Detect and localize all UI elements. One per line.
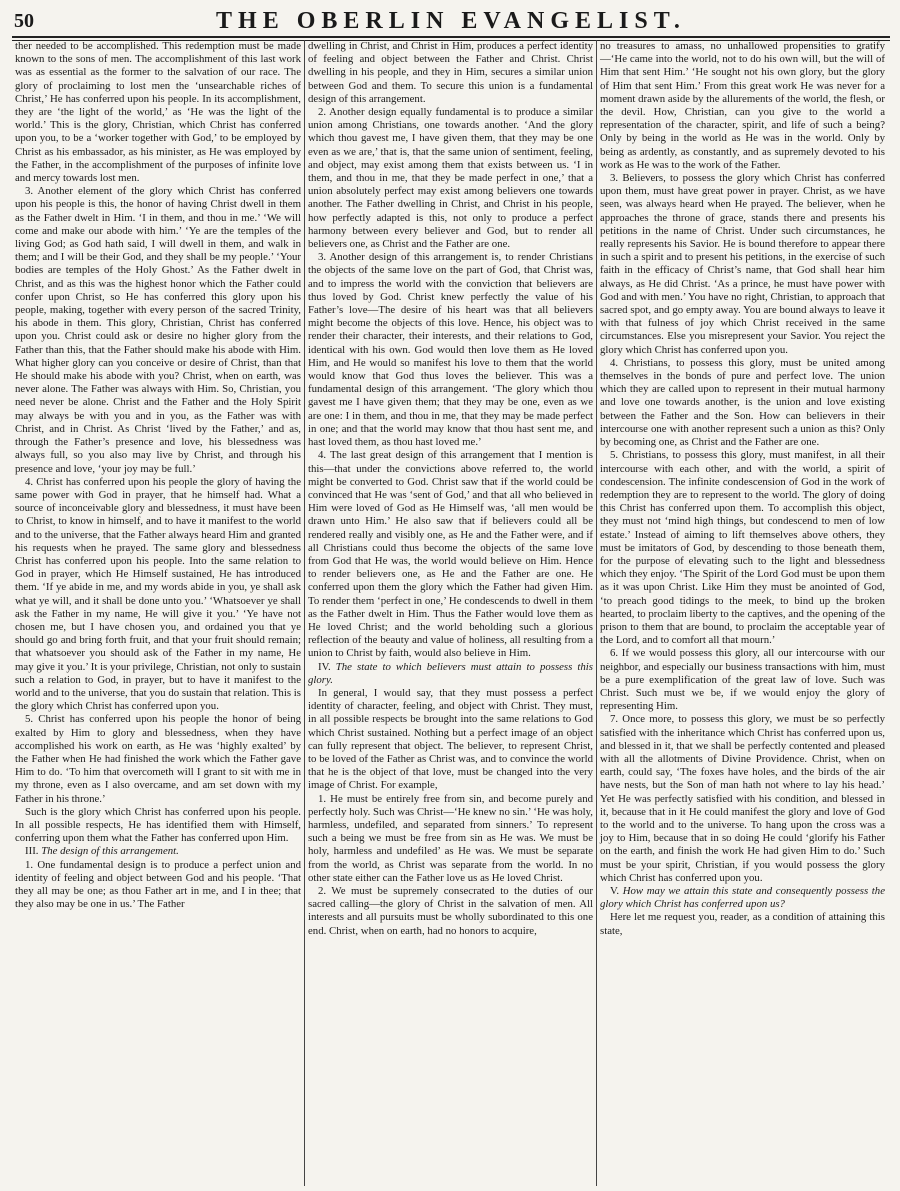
paragraph: 3. Another design of this arrangement is, to render Christians the objects of the same love on the part of God, that Christ was, and to impress the world with the conviction that believers are thus loved by God. Christ knew perfectly the value of his Father’s love—The desire of his heart was that all believers might become the objects of this love. Hence, his object was to render their character, their interests, and their relations to God, identical with his own. God would then love them as He loved Him, and He would so manifest his love to them that the world would know that God thus loves the believer. This was a fundamental design of this arrangement. ‘The glory which thou gavest me I have given them; that they may be one, even as we are one: I in them, and thou in me, that they may be made perfect in one; and that the world may know that thou hast sent me, and hast loved them, as thou hast loved me.’ (308, 251, 593, 449)
masthead (12, 6, 890, 38)
paragraph: 3. Another element of the glory which Christ has conferred upon his people is this, the honor of having Christ dwell in them as the Father dwelt in Him. ‘I in them, and thou in me.’ ‘We will come and make our abode with him.’ ‘Ye are the temples of the living God; as God hath said, I will dwell in them, and walk in them; and I will be their God, and they shall be my people.’ ‘Your bodies are temples of the Holy Ghost.’ As the Father dwelt in Christ, and as this was the highest honor which the Father could confer upon Christ, so He has conferred this glory upon his people, making, together with every person of the sacred Trinity, his abode in them. This glory, Christian, Christ has conferred upon you. Christ could ask or desire no higher glory from the Father than this, that the Father should make his abode with Him. What higher glory can you conceive or desire of Christ, than that He should make his abode with you? Christ, when on earth, was never alone. The Father was always with Him. So, Christian, you need never be alone. Christ and the Father and the Holy Spirit may always be with you and in you, as the Father was with Christ, and in Christ. As Christ ‘lived by the Father,’ and as, through the Father’s presence and love, his blessedness was always full, so you also may live by Christ, and through his presence and love, ‘your joy may be full.’ (15, 185, 301, 475)
paragraph: In general, I would say, that they must possess a perfect identity of character, feeling, and object with Christ. They must, in all possible respects be brought into the same relations to God which Christ sustained. Nothing but a perfect image of an object can fully represent that object. The believer, to represent Christ, to be loved of the Father as Christ was, and to convince the world that he is the object of that love, must be changed into the very image of Christ. For example, (308, 686, 593, 792)
paragraph: 5. Christ has conferred upon his people the honor of being exalted by Him to glory and blessedness, when they have accomplished his work on earth, as He was ‘highly exalted’ by the Father when He had finished the work which the Father gave Him to do. ‘To him that overcometh will I grant to sit with me in my throne, even as I also overcame, and am set down with my Father in his throne.’ (15, 713, 301, 805)
paragraph: 4. Christ has conferred upon his people the glory of having the same power with God in prayer, that he himself had. What a source of inconceivable glory and blessedness, it must have been to Christ, to know in himself, and to have it manifest to the world and to the universe, that the Father always heard Him and granted his requests when he prayed. The same glory and blessedness Christ has conferred upon his people. Into the same relation to God in prayer, which He Himself sustained, He has introduced them. ‘If ye abide in me, and my words abide in you, ye shall ask what ye will, and it shall be done unto you.’ ‘Whatsoever ye shall ask the Father in my name, He will give it you.’ ‘Ye have not chosen me, but I have chosen you, and ordained you that ye should go and bring forth fruit, and that your fruit should remain; that whatsoever you should ask of the Father in my name, He may give it you.’ It is your privilege, Christian, not only to sustain such a relation to God, in prayer, but to have it manifest to the world and to the universe, that you do sustain that relation. This is the glory which Christ has conferred upon you. (15, 475, 301, 713)
paragraph: 4. The last great design of this arrangement that I mention is this—that under the convictions above referred to, the world might be converted to God. Christ saw that if the world could be convinced that He was ‘sent of God,’ and that all who believed in Him were loved of God as He Himself was, ‘all men would be drawn unto Him.’ He also saw that if believers could all be rendered really and visibly one, as He and the Father were, and if all Christians could thus become the objects of the same love from God that He was, the world would believe on Him. Hence to render believers one, as He and the Father are one. He conferred upon them the glory which the Father had given Him. To render them ‘perfect in one,’ He condescends to dwell in them as the Father dwelt in Him. Thus the Father would love them as He loved Christ; and the world beholding such a glorious reflection of the beauty and value of holiness, all resulting from a union to Christ by faith, would also believe in Him. (308, 449, 593, 660)
paragraph: 1. He must be entirely free from sin, and become purely and perfectly holy. Such was Christ—‘He knew no sin.’ ‘He was holy, harmless, undefiled, and separated from sinners.’ To represent such a being we must be free from sin as He was. We must be holy, harmless and undefiled’ as He was. We must be separate from the world, as Christ was separate from the world. In no other state either can the Father love us as He loved Christ. (308, 792, 593, 884)
paragraph: Such is the glory which Christ has conferred upon his people. In all possible respects, He has identified them with Himself, conferring upon them what the Father has conferred upon Him. (15, 805, 301, 845)
paragraph: dwelling in Christ, and Christ in Him, produces a perfect identity of feeling and object between the Father and Christ. Christ dwelling in his people, and they in Him, secures a similar union between God and them. To secure this union is a fundamental design of this arrangement. (308, 40, 593, 105)
publication-title: THE OBERLIN EVANGELIST. (216, 8, 686, 34)
section-number: V. (610, 885, 620, 897)
page-number: 50 (14, 10, 34, 32)
paragraph: 4. Christians, to possess this glory, must be united among themselves in the bonds of pure and perfect love. The union which they are called upon to represent in their mutual harmony and love one towards another, is the union and love existing between the Father and the Son. How can believers in their intercourse one with another represent such a union as this? Only by becoming one, as Christ and the Father are one. (600, 356, 885, 449)
section-number: IV. (318, 660, 331, 673)
paragraph: 2. We must be supremely consecrated to the duties of our sacred calling—the glory of Christ in the salvation of men. All interests and all pursuits must be wholly subordinated to this one end. Christ, when on earth, had no honors to acquire, (308, 885, 593, 937)
article-columns (12, 40, 890, 1186)
paragraph: 2. Another design equally fundamental is to produce a similar union among Christians, one towards another. ‘And the glory which thou gavest me, I have given them, that they may be one even as we are,’ that is, that the same union of sentiment, feeling, and object, may exist among them that exists between us. ‘I in them, and thou in me, that they be made perfect in one,’ that a union absolutely perfect may exist among believers one towards another. The Father dwelling in Christ, and Christ in his people, how perfectly adapted is this, not only to produce a perfect harmony between every believer and God, but to render all believers one, as Christ and the Father are one. (308, 106, 593, 251)
paragraph: 3. Believers, to possess the glory which Christ has conferred upon them, must have great power in prayer. Christ, as we have seen, was always heard when He prayed. The believer, when he approaches the throne of grace, stands there and presents his petitions in the name of Christ. Under such circumstances, he really represents his Savior. He is bound therefore to appear there in such a spirit and to present his petitions, in the exercise of such faith in the efficacy of Christ’s name, that God shall hear him always, as He did Christ. ‘As a prince, he must have power with God and with men.’ You have no right, Christian, to approach that sacred spot, and go empty away. You are bound always to leave it with that fulness of joy which Christ received in the same circumstances. Else you misrepresent your Savior. You reject the glory which Christ has conferred upon you. (600, 172, 885, 356)
paragraph: 6. If we would possess this glory, all our intercourse with our neighbor, and especially our business transactions with him, must be a pure exemplification of the great law of love. Such was Christ. Such must we be, if we would enjoy the glory of representing Him. (600, 647, 885, 713)
paragraph: Here let me request you, reader, as a condition of attaining this state, (600, 911, 885, 937)
section-title: The state to which believers must attain to possess this glory. (308, 660, 593, 686)
section-heading (308, 661, 593, 687)
paragraph: 1. One fundamental design is to produce a perfect union and identity of feeling and object between God and his people. ‘That they all may be one; as thou Father art in me, and I in thee; that they also may be one in us.’ The Father (15, 858, 301, 911)
paragraph: 5. Christians, to possess this glory, must manifest, in all their intercourse with each other, and with the world, a spirit of condescension. The infinite condescension of God in the work of redemption they are to represent to the world. The glory of doing this Christ has conferred upon them. To accomplish this object, they must not ‘mind high things, but condescend to men of low estate.’ Instead of aiming to lift themselves above others, they must be imitators of God, by descending to those beneath them, for the purpose of elevating such to the light and blessedness which they enjoy. ‘The Spirit of the Lord God must be upon them as it was upon Christ. Like Him they must be anointed of God, ‘to preach good tidings to the meek, to bind up the broken hearted, to proclaim liberty to the captives, and the opening of the prison to them that are bound, to proclaim the acceptable year of the Lord, and to comfort all that mourn.’ (600, 449, 885, 647)
section-title: How may we attain this state and consequently possess the glory which Christ has conferred upon us? (600, 885, 885, 911)
paragraph: 7. Once more, to possess this glory, we must be so perfectly satisfied with the inheritance which Christ has conferred upon us, and blessed in it, that we shall be perfectly contented and pleased with all the allotments of Divine Providence. Christ, when on earth, could say, ‘The foxes have holes, and the birds of the air have nests, but the Son of man hath not where to lay his head.’ Yet He was perfectly satisfied with his condition, and blessed in it, because that in it He could manifest the glory and love of God to the world and to the universe. To hang upon the cross was a joy to Him, because that in so doing He could ‘glorify his Father on the earth, and finish the work He had given Him to do.’ Such must be your spirit, Christian, if you would possess the glory which Christ has conferred upon you. (600, 713, 885, 884)
paragraph: no treasures to amass, no unhallowed propensities to gratify—‘He came into the world, not to do his own will, but the will of Him that sent Him.’ ‘He sought not his own glory, but the glory of Him that sent Him.’ From this great work He was never for a moment drawn aside by the allurements of the world, the flesh, or the devil. How, Christian, can you give to the world a representation of the character, spirit, and life of such a being? Only by being in the world as He was in the world. Only by being as ardently, as constantly, and as supremely devoted to his work as He was to the work of the Father. (600, 40, 885, 171)
paragraph: ther needed to be accomplished. This redemption must be made known to the sons of men. The accomplishment of this last work was as essential as the former to the salvation of our race. The glory of proclaiming to lost men the ‘unsearchable riches of Christ,’ He has conferred upon his people. In its accomplishment, they are ‘the light of the world,’ as ‘He was the light of the world.’ This is the glory, Christian, which Christ has conferred upon you, to be a ‘worker together with God,’ to be employed by Christ as his embassador, as his minister, as He was employed by the Father, in the accomplishment of the purposes of infinite love and mercy towards lost men. (15, 40, 301, 185)
column-3 (596, 40, 888, 1186)
section-number: III. (25, 845, 39, 858)
column-1 (12, 40, 304, 1186)
section-heading (600, 885, 885, 911)
section-title: The design of this arrangement. (41, 845, 179, 858)
column-2 (304, 40, 596, 1186)
section-heading (15, 845, 301, 858)
